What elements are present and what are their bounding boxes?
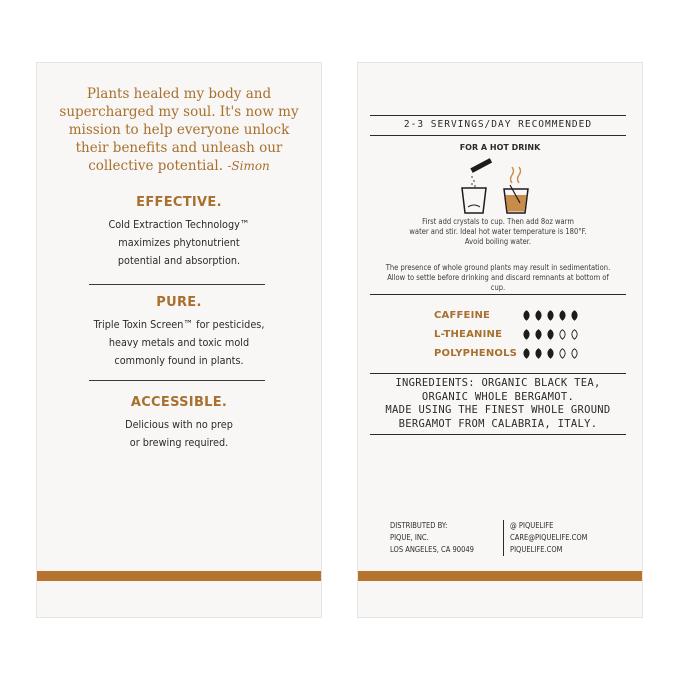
feature-line: heavy metals and toxic mold (108, 336, 250, 349)
feature-accessible (57, 395, 301, 452)
level-indicator (522, 310, 579, 321)
leaf-filled-icon (534, 329, 543, 340)
feature-line: potential and absorption. (117, 254, 241, 267)
level-row-caffeine (434, 306, 584, 325)
sediment-line: Allow to settle before drinking and discard remnants at bottom of cup. (387, 273, 609, 292)
level-row-l-theanine (434, 325, 584, 344)
accent-stripe (358, 571, 642, 581)
quote-line: mission to help everyone unlock (68, 122, 290, 138)
feature-effective (57, 195, 301, 270)
rule-line (370, 294, 626, 295)
leaf-filled-icon (546, 310, 555, 321)
hot-drink-label: FOR A HOT DRINK (459, 143, 541, 152)
feature-title: EFFECTIVE. (136, 195, 222, 210)
distributor-line: LOS ANGELES, CA 90049 (390, 545, 474, 554)
leaf-filled-icon (546, 329, 555, 340)
instruction-line: Avoid boiling water. (464, 237, 532, 246)
leaf-filled-icon (546, 348, 555, 359)
stick-pack-icon (470, 158, 492, 187)
level-row-polyphenols (434, 344, 584, 363)
feature-line: maximizes phytonutrient (118, 236, 240, 249)
contact-line: CARE@PIQUELIFE.COM (510, 533, 588, 542)
feature-pure (57, 295, 301, 370)
left-panel (36, 62, 322, 618)
contact-info (510, 520, 588, 556)
quote-signature: -Simon (227, 159, 270, 173)
distributor-line: DISTRIBUTED BY: (390, 521, 448, 530)
ingredient-line: BERGAMOT FROM CALABRIA, ITALY. (398, 417, 598, 430)
feature-line: Cold Extraction Technology™ (108, 218, 250, 231)
rule-line (370, 434, 626, 435)
nutrient-levels (434, 306, 584, 363)
divider (89, 284, 265, 285)
hot-drink-illustration (456, 155, 546, 217)
feature-line: or brewing required. (129, 436, 229, 449)
contact-line: PIQUELIFE.COM (510, 545, 563, 554)
rule-line (370, 135, 626, 136)
divider (89, 380, 265, 381)
vertical-separator (503, 520, 504, 556)
leaf-filled-icon (522, 348, 531, 359)
leaf-filled-icon (522, 310, 531, 321)
level-name: CAFFEINE (434, 310, 491, 321)
ingredient-line: MADE USING THE FINEST WHOLE GROUND (385, 404, 611, 416)
leaf-filled-icon (558, 310, 567, 321)
accent-stripe (37, 571, 321, 581)
sediment-note (385, 263, 612, 293)
level-name: L-THEANINE (434, 329, 503, 340)
ingredient-line: ORGANIC WHOLE BERGAMOT. (421, 390, 575, 403)
instruction-line: water and stir. Ideal hot water temperature is 180°F. (409, 227, 587, 236)
leaf-empty-icon (558, 348, 567, 359)
empty-cup-icon (462, 188, 486, 213)
level-name: POLYPHENOLS (434, 348, 518, 359)
distributor-line: PIQUE, INC. (390, 533, 429, 542)
quote-line: collective potential. (88, 158, 224, 174)
servings-recommendation: 2-3 SERVINGS/DAY RECOMMENDED (403, 119, 593, 130)
contact-line: @ PIQUELIFE (510, 521, 554, 530)
leaf-empty-icon (570, 348, 579, 359)
preparation-instructions (385, 217, 612, 247)
leaf-empty-icon (558, 329, 567, 340)
feature-title: PURE. (156, 295, 202, 310)
leaf-filled-icon (534, 348, 543, 359)
quote-line: Plants healed my body and (86, 86, 272, 102)
quote-line-last (57, 157, 301, 175)
rule-line (370, 373, 626, 374)
feature-line: Delicious with no prep (125, 418, 233, 431)
ingredient-line: INGREDIENTS: ORGANIC BLACK TEA, (395, 377, 601, 389)
right-panel (357, 62, 643, 618)
steam-icon (511, 167, 521, 183)
feature-line: Triple Toxin Screen™ for pesticides, (93, 318, 265, 331)
sediment-line: The presence of whole ground plants may result in sedimentation. (385, 263, 611, 272)
instruction-line: First add crystals to cup. Then add 8oz warm (422, 217, 574, 226)
tea-cup-icon (504, 185, 528, 213)
leaf-empty-icon (570, 329, 579, 340)
distributor-info (390, 520, 474, 556)
rule-line (370, 115, 626, 116)
ingredients (370, 377, 626, 431)
founder-quote (57, 85, 301, 175)
leaf-filled-icon (570, 310, 579, 321)
feature-title: ACCESSIBLE. (130, 395, 228, 410)
level-indicator (522, 329, 579, 340)
quote-line: their benefits and unleash our (75, 140, 283, 156)
leaf-filled-icon (522, 329, 531, 340)
quote-line: supercharged my soul. It's now my (59, 104, 299, 120)
leaf-filled-icon (534, 310, 543, 321)
level-indicator (522, 348, 579, 359)
feature-line: commonly found in plants. (114, 354, 244, 367)
